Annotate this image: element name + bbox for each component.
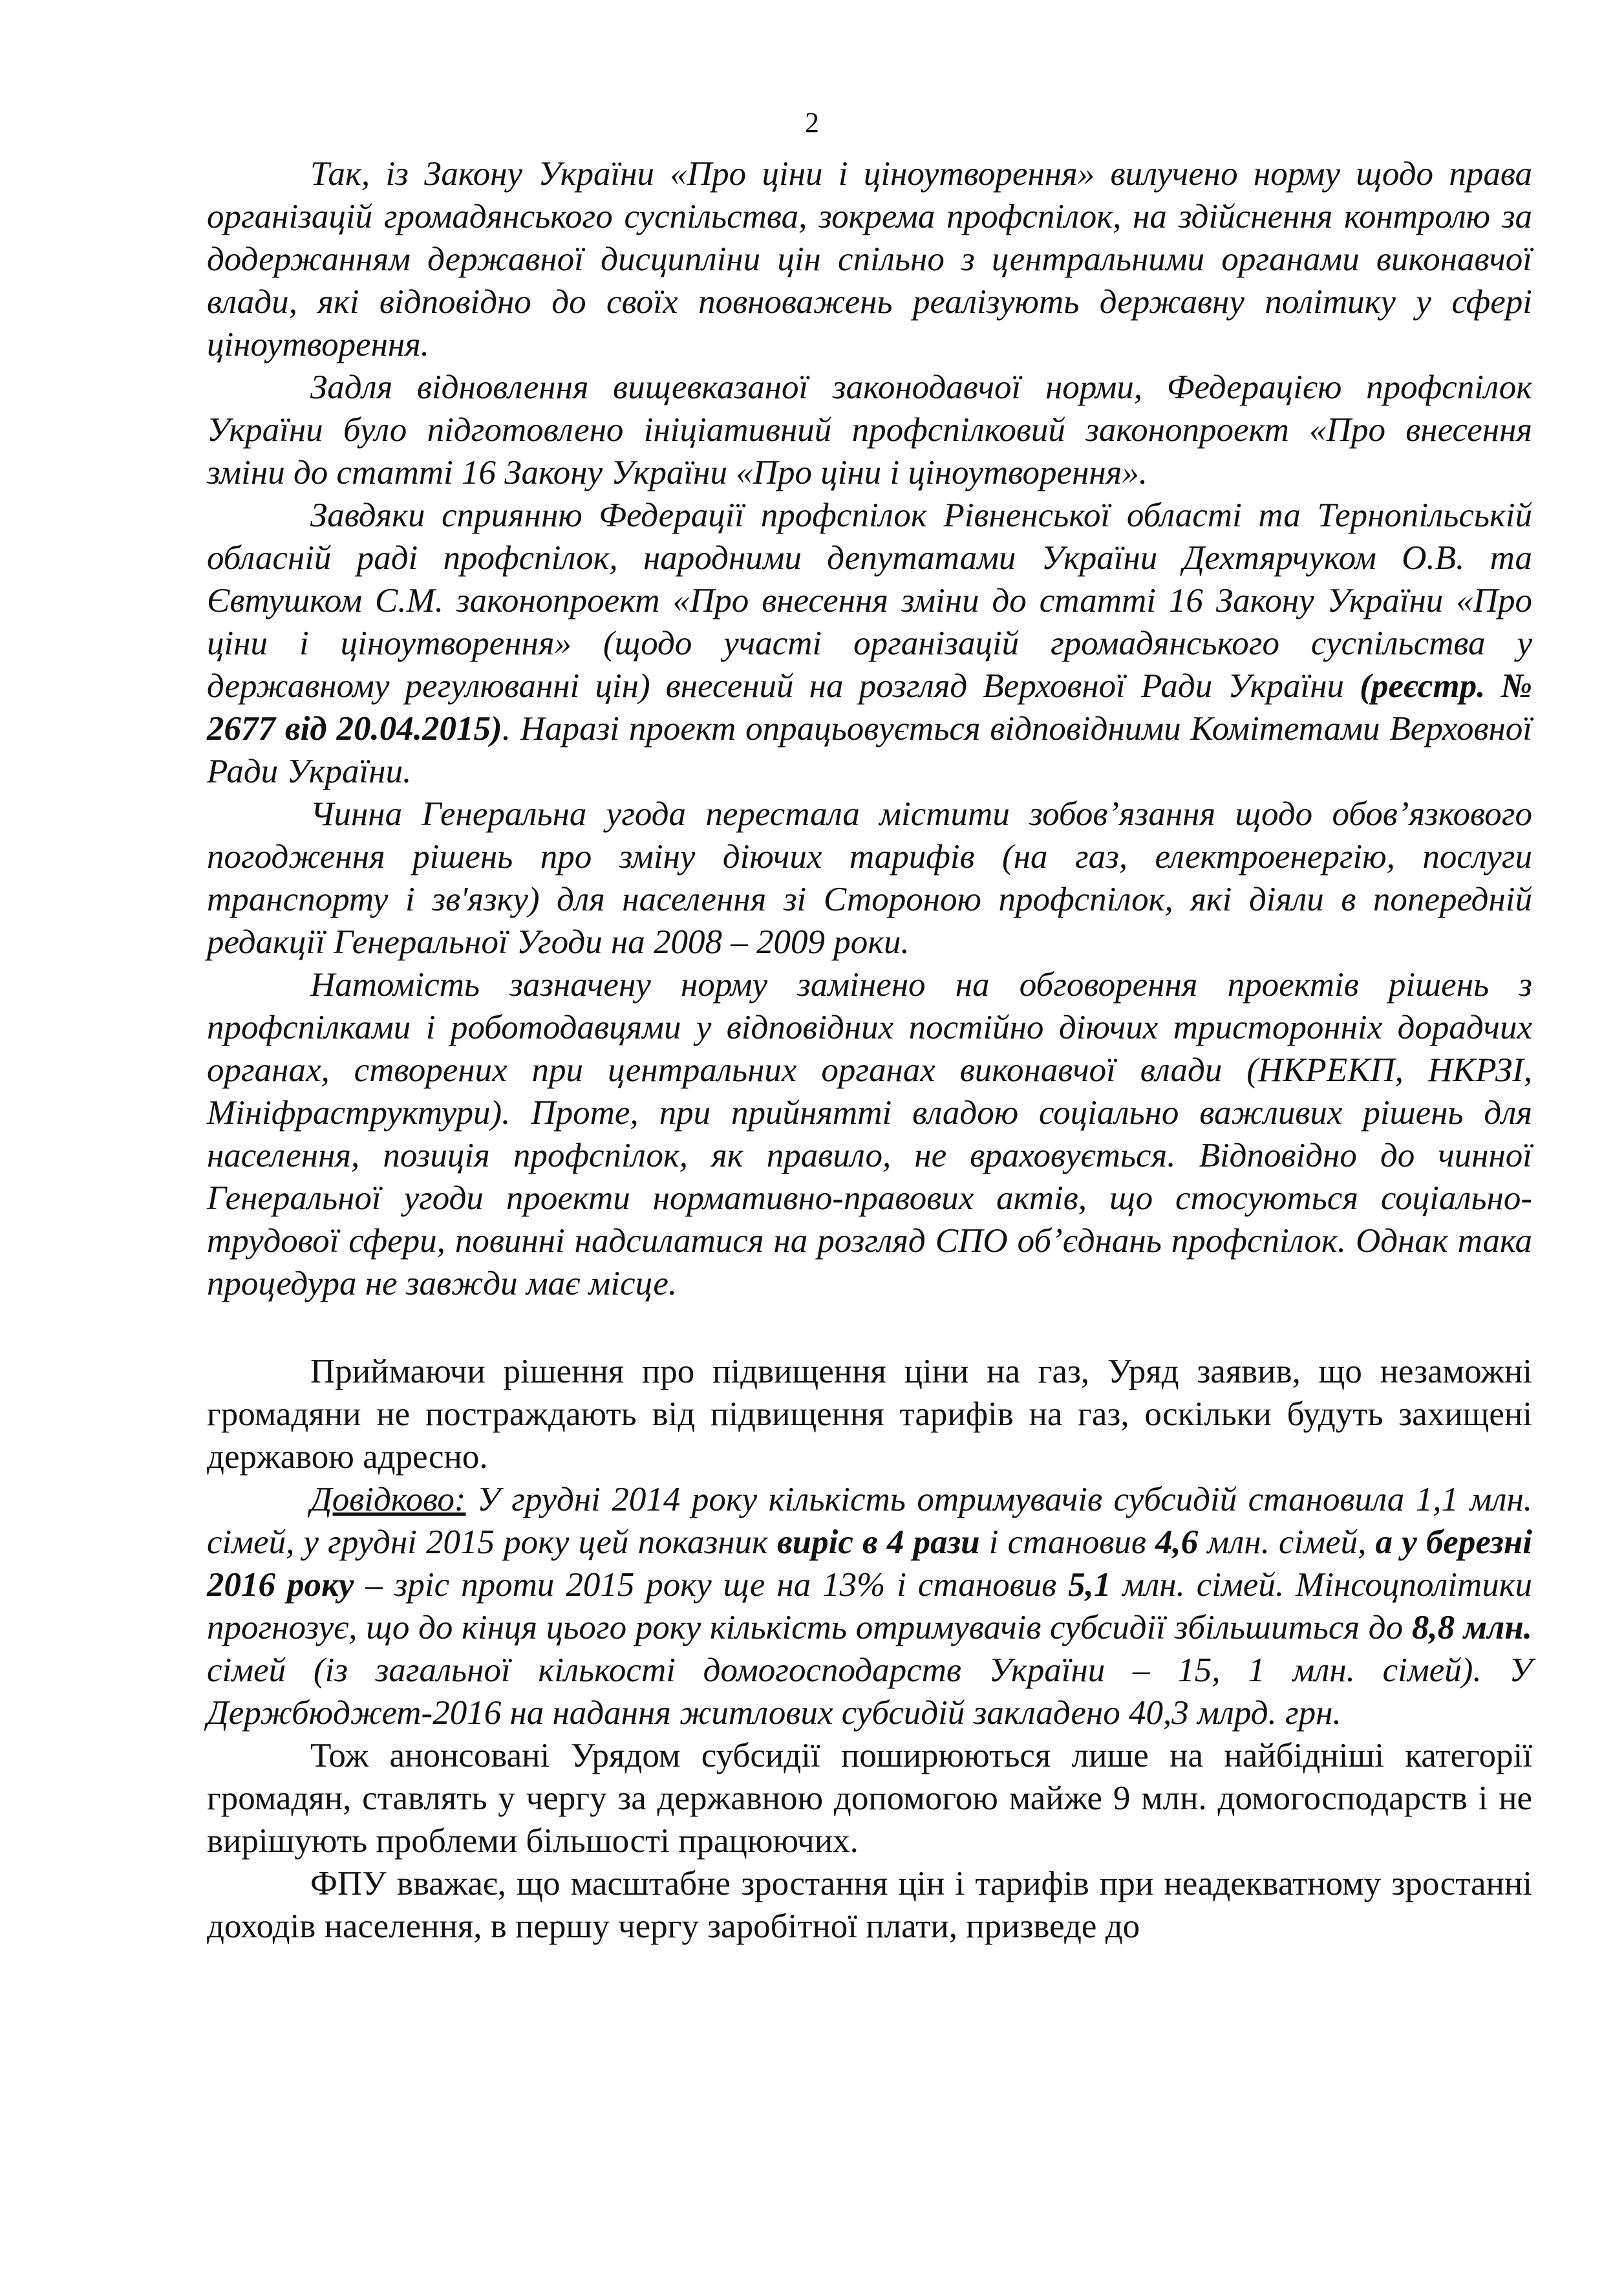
reference-text-6: сімей (із загальної кількості домогосподарств України – 15, 1 млн. сімей). У Держбюджет-2016 на надання житлових субсидій закладено 40,3 млрд. грн. — [207, 1652, 1532, 1732]
paragraph-consultation: Натомість зазначену норму замінено на обговорення проектів рішень з профспілками і роботодавцями у відповідних постійно діючих тристоронніх дорадчих органах, створених при центральних органах виконавчої влади (НКРЕКП, НКРЗІ, Мініфраструктури). Проте, при прийнятті владою соціально важливих рішень для населення, позиція профспілок, як правило, не враховується. Відповідно до чинної Генеральної угоди проекти нормативно-правових актів, що стосуються соціально-трудової сфери, повинні надсилатися на розгляд СПО об’єднань профспілок. Однак така процедура не завжди має місце. — [207, 966, 1532, 1302]
reference-text-3: млн. сімей, — [1198, 1523, 1376, 1561]
reference-bold-2: 4,6 — [1155, 1523, 1199, 1561]
reference-bold-3: а у березні 2016 року — [207, 1523, 1532, 1604]
document-body — [207, 153, 1532, 1948]
paragraph-registration-text: Завдяки сприянню Федерації профспілок Рівненської області та Тернопільській обласній раді профспілок, народними депутатами України Дехтярчуком О.В. та Євтушком С.М. законопроект «Про внесення зміни до статті 16 Закону України «Про ціни і ціноутворення» (щодо участі організацій громадянського суспільства у державному регулюванні цін) внесений на розгляд Верховної Ради України — [207, 497, 1532, 705]
paragraph-registration-tail: . Наразі проект опрацьовується відповідними Комітетами Верховної Ради України. — [207, 710, 1532, 790]
reference-bold-1: виріс в 4 рази — [776, 1523, 980, 1561]
paragraph-general-agreement: Чинна Генеральна угода перестала містити зобов’язання щодо обов’язкового погодження рішень про зміну діючих тарифів (на газ, електроенергію, послуги транспорту і зв'язку) для населення зі Стороною профспілок, які діяли в попередній редакції Генеральної Угоди на 2008 – 2009 роки. — [207, 795, 1532, 961]
paragraph-price-law: Так, із Закону України «Про ціни і ціноутворення» вилучено норму щодо права організацій громадянського суспільства, зокрема профспілок, на здійснення контролю за додержанням державної дисципліни цін спільно з центральними органами виконавчої влади, які відповідно до своїх повноважень реалізують державну політику у сфері ціноутворення. — [207, 155, 1532, 363]
paragraph-gas-price: Приймаючи рішення про підвищення ціни на газ, Уряд заявив, що незаможні громадяни не постраждають від підвищення тарифів на газ, оскільки будуть захищені державою адресно. — [207, 1353, 1532, 1476]
reference-bold-5: 8,8 млн. — [1411, 1609, 1532, 1646]
reference-text-5: млн. сімей. Мінсоцполітики прогнозує, що до кінця цього року кількість отримувачів субсидії збільшиться до — [207, 1566, 1532, 1646]
reference-label: Довідково: — [310, 1481, 466, 1518]
paragraph-registration — [207, 494, 1532, 793]
paragraph-draft-law: Задля відновлення вищевказаної законодавчої норми, Федерацією профспілок України було підготовлено ініціативний профспілковий законопроект «Про внесення зміни до статті 16 Закону України «Про ціни і ціноутворення». — [207, 369, 1532, 491]
reference-text-2: і становив — [979, 1523, 1156, 1561]
reference-text-1: У грудні 2014 року кількість отримувачів субсидій становила 1,1 млн. сімей, у грудні 2015 року цей показник — [207, 1481, 1532, 1561]
page-number: 2 — [805, 107, 819, 138]
paragraph-subsidies: Тож анонсовані Урядом субсидії поширюються лише на найбідніші категорії громадян, ставлять у чергу за державною допомогою майже 9 млн. домогосподарств і не вирішують проблеми більшості працюючих. — [207, 1737, 1532, 1860]
paragraph-reference — [207, 1478, 1532, 1734]
registration-number: (реєстр. № 2677 від 20.04.2015) — [207, 667, 1532, 748]
paragraph-fpu: ФПУ вважає, що масштабне зростання цін і тарифів при неадекватному зростанні доходів населення, в першу чергу заробітної плати, призведе до — [207, 1865, 1532, 1945]
reference-bold-4: 5,1 — [1068, 1566, 1111, 1604]
reference-text-4: – зріс проти 2015 року ще на 13% і становив — [354, 1566, 1069, 1604]
